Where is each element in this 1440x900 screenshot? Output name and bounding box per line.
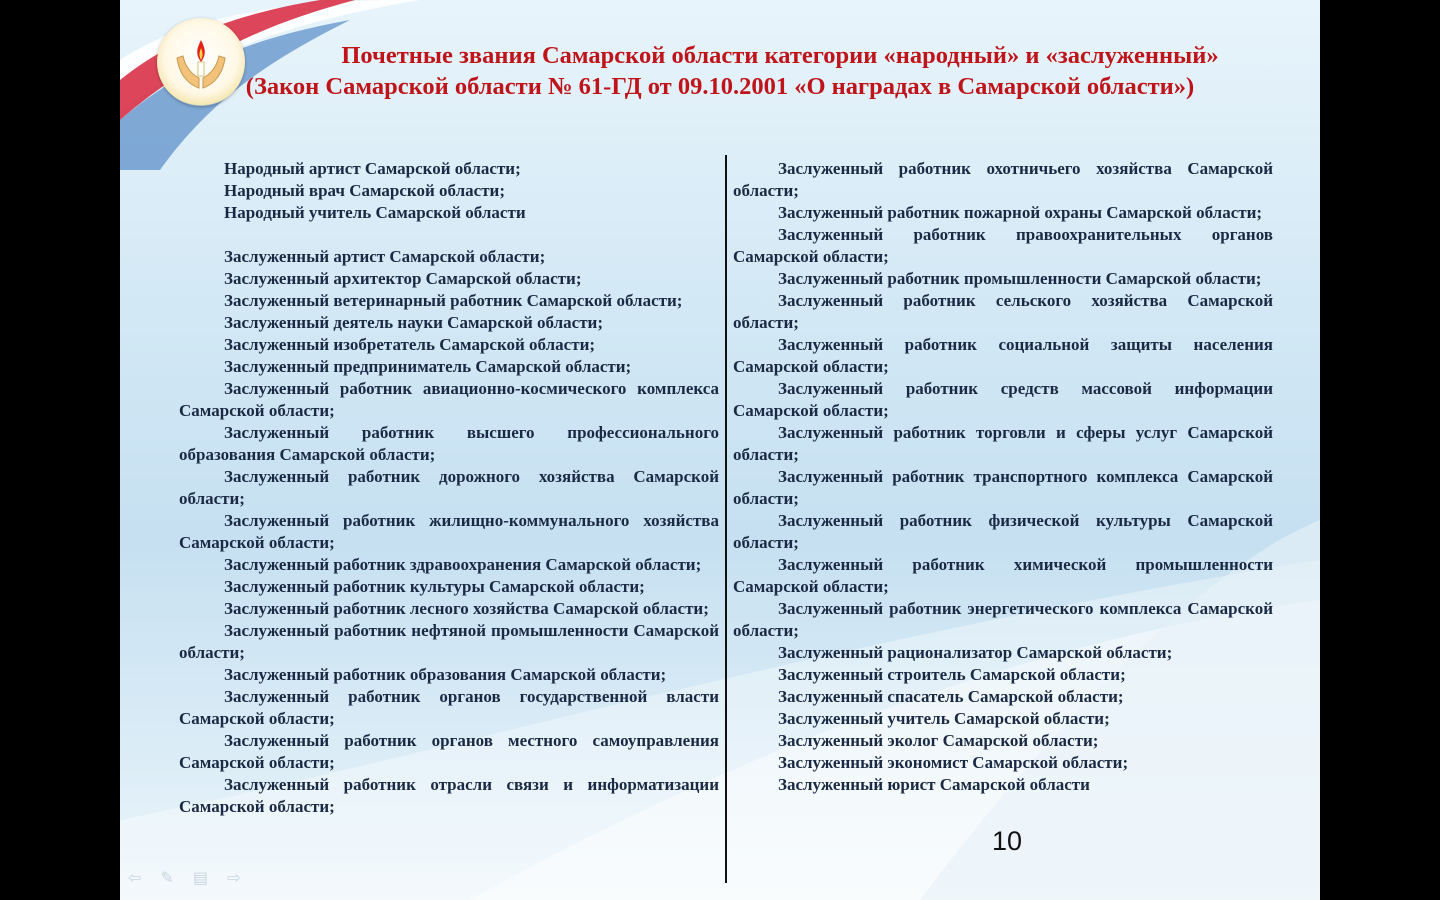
list-item: Заслуженный работник дорожного хозяйства Самарской области; bbox=[179, 467, 719, 508]
list-item: Заслуженный работник органов местного самоуправления Самарской области; bbox=[179, 731, 719, 772]
list-item: Заслуженный работник высшего профессионального образования Самарской области; bbox=[179, 423, 719, 464]
list-item: Заслуженный работник торговли и сферы услуг Самарской области; bbox=[733, 423, 1273, 464]
title-line-2: (Закон Самарской области № 61-ГД от 09.10.2001 «О наградах в Самарской области») bbox=[245, 73, 1195, 100]
list-item: Заслуженный работник энергетического комплекса Самарской области; bbox=[733, 599, 1273, 640]
list-item: Заслуженный предприниматель Самарской области; bbox=[224, 357, 632, 376]
list-item: Заслуженный работник органов государственной власти Самарской области; bbox=[179, 687, 719, 728]
page-title bbox=[120, 40, 1320, 102]
list-item: Заслуженный юрист Самарской области bbox=[778, 775, 1090, 794]
list-item: Заслуженный деятель науки Самарской области; bbox=[224, 313, 603, 332]
list-item: Заслуженный работник социальной защиты населения Самарской области; bbox=[733, 335, 1273, 376]
right-column bbox=[733, 158, 1273, 796]
list-item: Заслуженный работник промышленности Самарской области; bbox=[778, 269, 1262, 288]
left-column bbox=[179, 158, 719, 818]
title-line-1: Почетные звания Самарской области категории «народный» и «заслуженный» bbox=[341, 42, 1219, 69]
list-item: Заслуженный работник химической промышленности Самарской области; bbox=[733, 555, 1273, 596]
menu-icon[interactable]: ▤ bbox=[193, 868, 209, 887]
slideshow-nav bbox=[128, 868, 255, 887]
slide bbox=[120, 0, 1320, 900]
pen-icon[interactable]: ✎ bbox=[160, 868, 174, 887]
list-item: Заслуженный работник культуры Самарской области; bbox=[224, 577, 645, 596]
list-item: Заслуженный работник транспортного комплекса Самарской области; bbox=[733, 467, 1273, 508]
list-item: Заслуженный рационализатор Самарской области; bbox=[778, 643, 1173, 662]
list-item: Заслуженный учитель Самарской области; bbox=[778, 709, 1110, 728]
list-item: Заслуженный работник здравоохранения Самарской области; bbox=[224, 555, 702, 574]
list-item: Заслуженный работник сельского хозяйства Самарской области; bbox=[733, 291, 1273, 332]
list-item: Заслуженный архитектор Самарской области; bbox=[224, 269, 582, 288]
list-item: Заслуженный работник средств массовой информации Самарской области; bbox=[733, 379, 1273, 420]
prev-arrow-icon[interactable]: ⇦ bbox=[128, 868, 142, 887]
list-item: Заслуженный работник жилищно-коммунального хозяйства Самарской области; bbox=[179, 511, 719, 552]
list-item: Заслуженный работник охотничьего хозяйства Самарской области; bbox=[733, 159, 1273, 200]
list-item: Заслуженный изобретатель Самарской области; bbox=[224, 335, 596, 354]
column-divider bbox=[725, 155, 727, 883]
list-item: Заслуженный строитель Самарской области; bbox=[778, 665, 1126, 684]
list-item: Заслуженный артист Самарской области; bbox=[224, 247, 546, 266]
list-item: Заслуженный экономист Самарской области; bbox=[778, 753, 1129, 772]
list-item: Заслуженный работник нефтяной промышленности Самарской области; bbox=[179, 621, 719, 662]
list-item: Заслуженный эколог Самарской области; bbox=[778, 731, 1099, 750]
list-item: Народный артист Самарской области; bbox=[224, 159, 521, 178]
list-item: Заслуженный работник отрасли связи и информатизации Самарской области; bbox=[179, 775, 719, 816]
list-item: Народный врач Самарской области; bbox=[224, 181, 506, 200]
list-item: Заслуженный работник лесного хозяйства Самарской области; bbox=[224, 599, 709, 618]
list-item: Заслуженный работник правоохранительных органов Самарской области; bbox=[733, 225, 1273, 266]
list-item: Заслуженный работник физической культуры Самарской области; bbox=[733, 511, 1273, 552]
list-item: Народный учитель Самарской области bbox=[224, 203, 526, 222]
list-item: Заслуженный ветеринарный работник Самарской области; bbox=[224, 291, 683, 310]
list-item: Заслуженный работник образования Самарской области; bbox=[224, 665, 667, 684]
list-item: Заслуженный работник пожарной охраны Самарской области; bbox=[778, 203, 1263, 222]
next-arrow-icon[interactable]: ⇨ bbox=[227, 868, 241, 887]
list-item: Заслуженный работник авиационно-космического комплекса Самарской области; bbox=[179, 379, 719, 420]
page-number: 10 bbox=[992, 826, 1023, 856]
list-item: Заслуженный спасатель Самарской области; bbox=[778, 687, 1124, 706]
